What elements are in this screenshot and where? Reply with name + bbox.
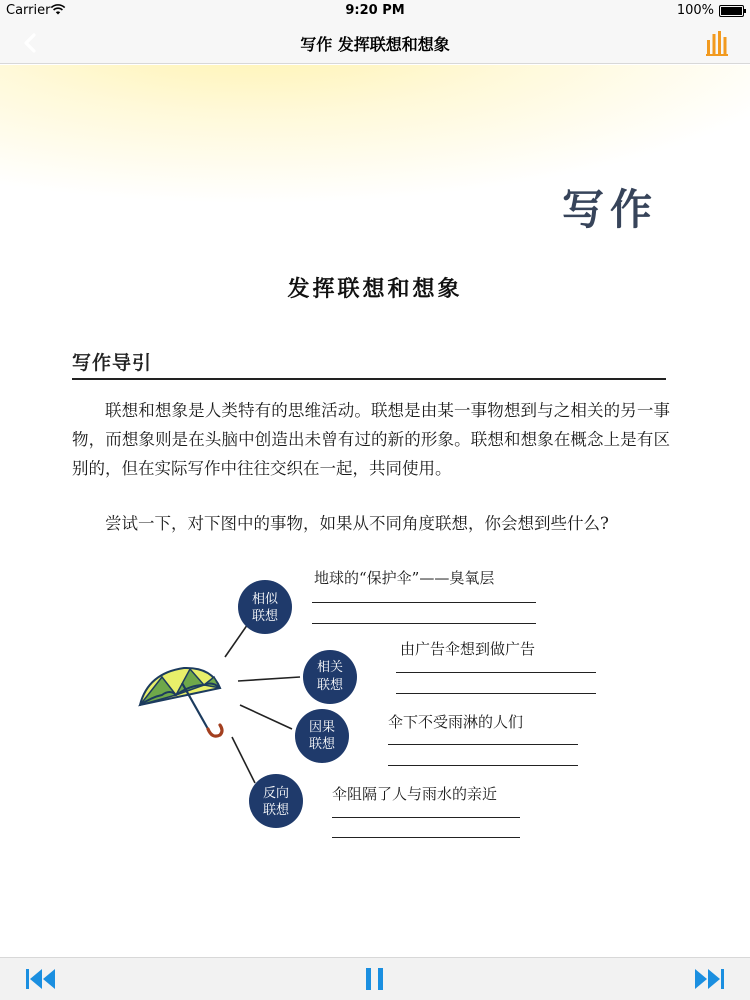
bubble-label-line1: 相似: [251, 592, 279, 607]
bubble-label-line2: 联想: [308, 737, 336, 752]
navigation-bar: [0, 22, 750, 64]
example-reverse: 伞阻隔了人与雨水的亲近: [332, 785, 498, 803]
answer-line: [332, 837, 520, 838]
answer-line: [396, 672, 596, 673]
bubble-label-line2: 联想: [316, 678, 344, 693]
battery-icon: [719, 5, 744, 17]
connector-line: [238, 677, 300, 681]
bubble-label-line1: 因果: [308, 720, 336, 735]
bubble-related-association: [303, 650, 357, 704]
example-causal: 伞下不受雨淋的人们: [388, 713, 524, 731]
answer-line: [388, 765, 578, 766]
skip-back-icon[interactable]: [24, 966, 58, 992]
intro-paragraph: 联想和想象是人类特有的思维活动。联想是由某一事物想到与之相关的另一事物，而想象则是在头脑中创造出未曾有过的新的形象。联想和想象在概念上是有区别的，但在实际写作中往往交织在一起，共同使用。: [72, 401, 670, 478]
bubble-reverse-association: [249, 774, 303, 828]
connector-line: [232, 737, 255, 783]
prompt-paragraph: 尝试一下，对下图中的事物，如果从不同角度联想，你会想到些什么?: [105, 514, 609, 533]
answer-line: [312, 602, 536, 603]
connector-line: [240, 705, 292, 729]
answer-line: [396, 693, 596, 694]
association-diagram: [0, 65, 750, 957]
answer-line: [388, 744, 578, 745]
bubble-label-line2: 联想: [251, 609, 279, 624]
carrier-label: Carrier: [6, 3, 51, 18]
clock: 9:20 PM: [345, 3, 405, 18]
example-similar: 地球的“保护伞”——臭氧层: [314, 569, 495, 587]
section-title: 写作: [561, 185, 658, 234]
skip-forward-icon[interactable]: [692, 966, 726, 992]
nav-title: 写作 发挥联想和想象: [300, 35, 450, 54]
bubble-label-line2: 联想: [262, 803, 290, 818]
answer-line: [312, 623, 536, 624]
lesson-title: 发挥联想和想象: [287, 276, 463, 302]
bar-chart-icon[interactable]: [706, 30, 730, 56]
umbrella-illustration: [140, 668, 222, 736]
example-related: 由广告伞想到做广告: [400, 640, 536, 658]
bubble-label-line1: 反向: [262, 786, 290, 801]
answer-line: [332, 817, 520, 818]
bubble-similar-association: [238, 580, 292, 634]
pause-icon[interactable]: [358, 966, 392, 992]
bubble-causal-association: [295, 709, 349, 763]
subsection-heading: 写作导引: [72, 352, 153, 374]
book-page[interactable]: [0, 65, 750, 957]
bubble-label-line1: 相关: [316, 660, 344, 675]
battery-percent: 100%: [676, 3, 714, 18]
status-bar: [0, 0, 750, 22]
playback-toolbar: [0, 957, 750, 1000]
